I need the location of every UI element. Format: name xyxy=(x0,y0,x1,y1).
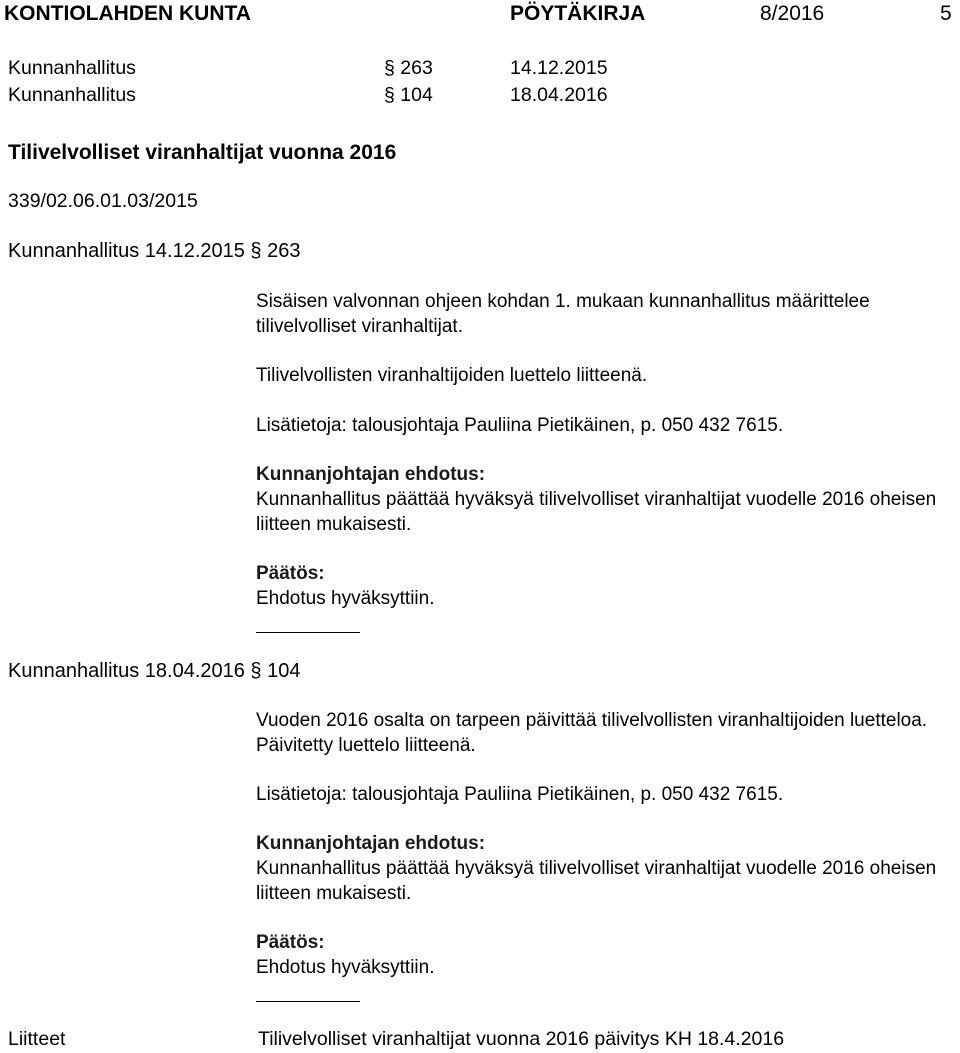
meeting-body xyxy=(256,413,946,438)
meeting-body xyxy=(256,462,946,537)
paragraph: Vuoden 2016 osalta on tarpeen päivittää tilivelvollisten viranhaltijoiden luetteloa. Päivitetty luettelo liitteenä. xyxy=(256,710,928,756)
proposal-label: Kunnanjohtajan ehdotus: xyxy=(256,833,486,854)
meeting-body xyxy=(256,782,946,807)
decision-label: Päätös: xyxy=(256,932,325,953)
reference-body: Kunnanhallitus xyxy=(8,84,136,106)
section-divider xyxy=(256,632,360,633)
page-number: 5 xyxy=(940,2,952,25)
document-number: 8/2016 xyxy=(760,2,825,25)
paragraph: Sisäisen valvonnan ohjeen kohdan 1. mukaan kunnanhallitus määrittelee tilivelvolliset viranhaltijat. xyxy=(256,291,870,337)
reference-section: § 104 xyxy=(384,84,433,106)
meeting-heading: Kunnanhallitus 18.04.2016 § 104 xyxy=(8,660,301,682)
document-type: PÖYTÄKIRJA xyxy=(510,2,646,25)
attachment-item: Tilivelvolliset viranhaltijat vuonna 2016 päivitys KH 18.4.2016 xyxy=(258,1028,785,1050)
meeting-body xyxy=(256,561,946,611)
case-number: 339/02.06.01.03/2015 xyxy=(8,190,198,212)
proposal-text: Kunnanhallitus päättää hyväksyä tilivelvolliset viranhaltijat vuodelle 2016 oheisen liitteen mukaisesti. xyxy=(256,489,937,535)
meeting-body xyxy=(256,708,946,758)
decision-text: Ehdotus hyväksyttiin. xyxy=(256,588,435,609)
meeting-body xyxy=(256,831,946,906)
paragraph: Tilivelvollisten viranhaltijoiden luettelo liitteenä. xyxy=(256,365,648,386)
meeting-body xyxy=(256,930,946,980)
reference-section: § 263 xyxy=(384,57,433,79)
contact-info: Lisätietoja: talousjohtaja Pauliina Pietikäinen, p. 050 432 7615. xyxy=(256,784,784,805)
proposal-label: Kunnanjohtajan ehdotus: xyxy=(256,464,486,485)
organization-name: KONTIOLAHDEN KUNTA xyxy=(4,2,251,25)
decision-text: Ehdotus hyväksyttiin. xyxy=(256,957,435,978)
reference-date: 14.12.2015 xyxy=(510,57,608,79)
section-divider xyxy=(256,1001,360,1002)
meeting-body xyxy=(256,289,946,339)
meeting-heading: Kunnanhallitus 14.12.2015 § 263 xyxy=(8,240,301,262)
proposal-text: Kunnanhallitus päättää hyväksyä tilivelvolliset viranhaltijat vuodelle 2016 oheisen liitteen mukaisesti. xyxy=(256,858,937,904)
meeting-body xyxy=(256,363,946,388)
contact-info: Lisätietoja: talousjohtaja Pauliina Pietikäinen, p. 050 432 7615. xyxy=(256,415,784,436)
reference-body: Kunnanhallitus xyxy=(8,57,136,79)
page-title: Tilivelvolliset viranhaltijat vuonna 2016 xyxy=(8,141,397,164)
reference-date: 18.04.2016 xyxy=(510,84,608,106)
decision-label: Päätös: xyxy=(256,563,325,584)
attachments-label: Liitteet xyxy=(8,1028,66,1050)
